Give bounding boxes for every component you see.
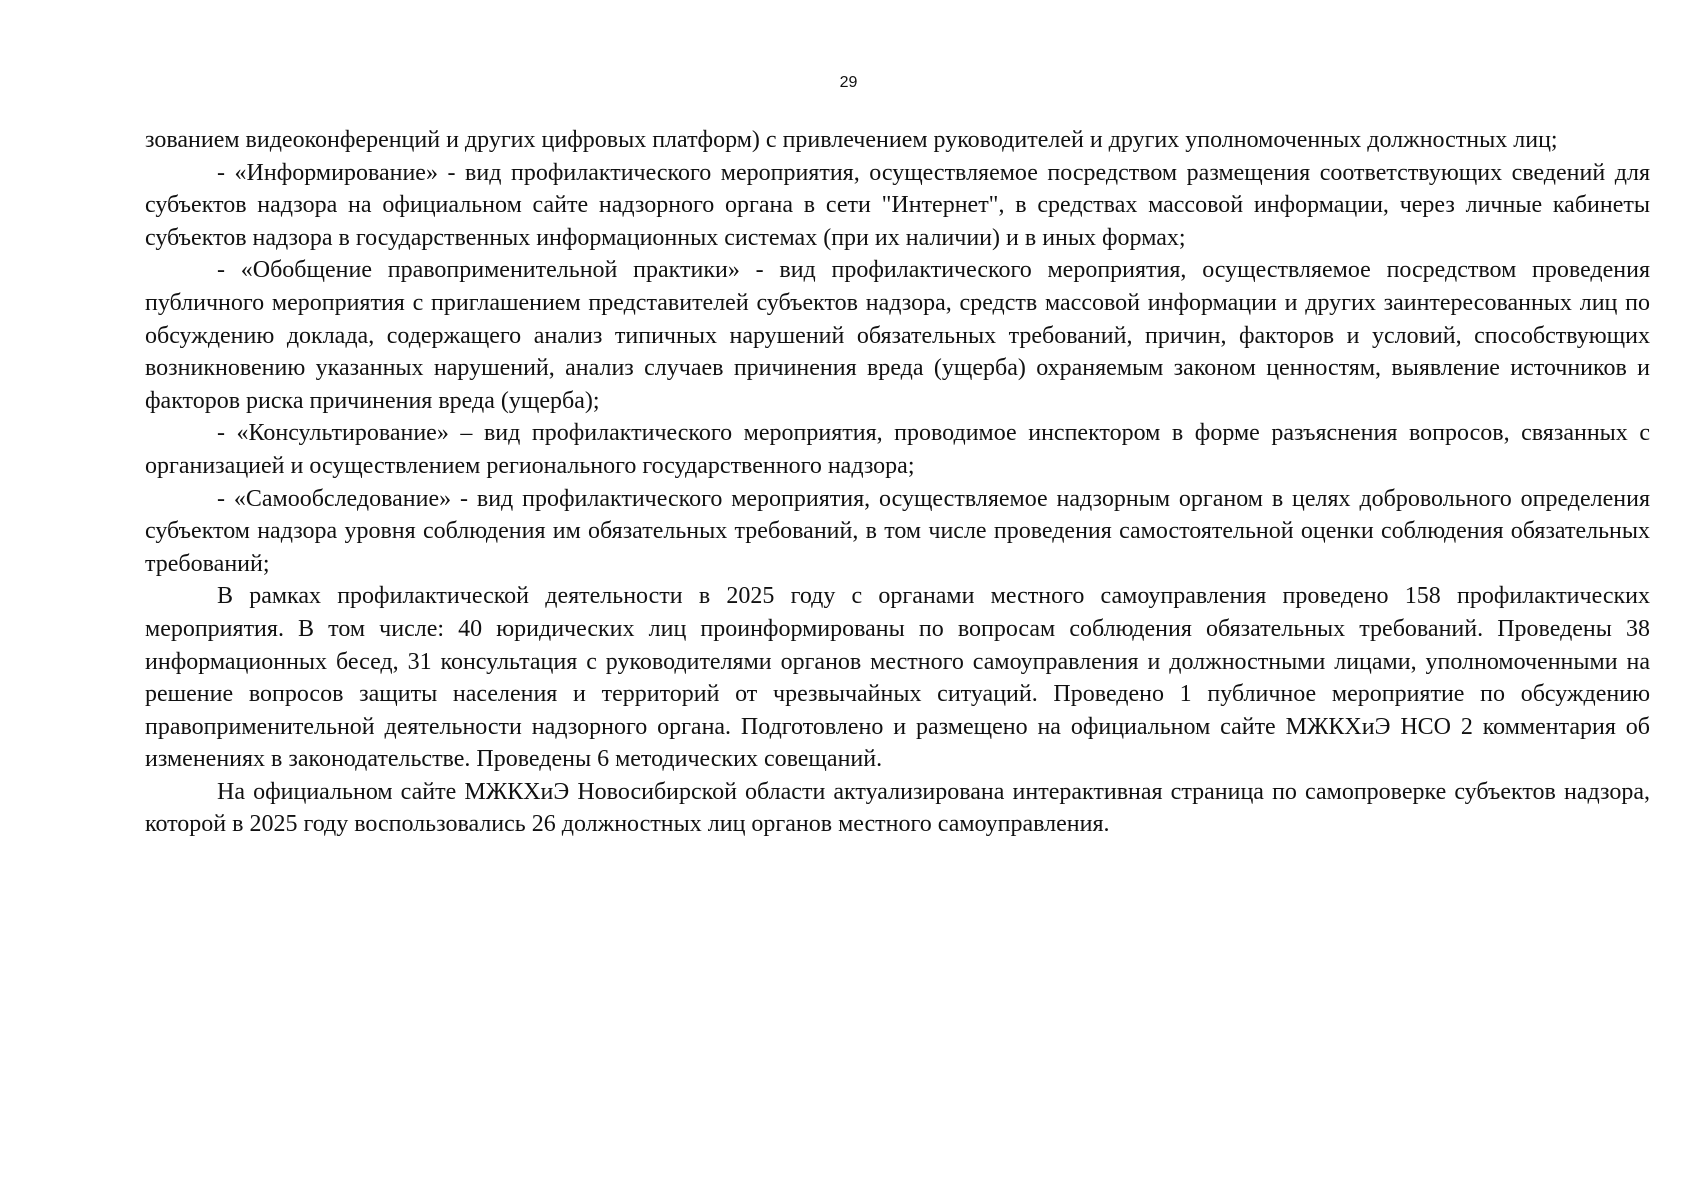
paragraph-practice-generalization: - «Обобщение правоприменительной практики» - вид профилактического мероприятия, осуществляемое посредством проведения публичного мероприятия с приглашением представителей субъектов надзора, средств массовой информации и других заинтересованных лиц по обсуждению доклада, содержащего анализ типичных нарушений обязательных требований, причин, факторов и условий, способствующих возникновению указанных нарушений, анализ случаев причинения вреда (ущерба) охраняемым законом ценностям, выявление источников и факторов риска причинения вреда (ущерба); [145,257,1650,414]
paragraph-preventive-activity-summary: В рамках профилактической деятельности в 2025 году с органами местного самоуправления проведено 158 профилактических мероприятия. В том числе: 40 юридических лиц проинформированы по вопросам соблюдения обязательных требований. Проведены 38 информационных бесед, 31 консультация с руководителями органов местного самоуправления и должностными лицами, уполномоченными на решение вопросов защиты населения и территорий от чрезвычайных ситуаций. Проведено 1 публичное мероприятие по обсуждению правоприменительной деятельности надзорного органа. Подготовлено и размещено на официальном сайте МЖКХиЭ НСО 2 комментария об изменениях в законодательстве. Проведены 6 методических совещаний. [145,583,1650,773]
paragraph-consulting: - «Консультирование» – вид профилактического мероприятия, проводимое инспектором в форме разъяснения вопросов, связанных с организацией и осуществлением регионального государственного надзора; [145,420,1650,479]
document-body [145,124,1650,841]
page-number: 29 [839,74,858,91]
paragraph-self-inspection: - «Самообследование» - вид профилактического мероприятия, осуществляемое надзорным органом в целях добровольного определения субъектом надзора уровня соблюдения им обязательных требований, в том числе проведения самостоятельной оценки соблюдения обязательных требований; [145,485,1650,577]
paragraph-interactive-page: На официальном сайте МЖКХиЭ Новосибирской области актуализирована интерактивная страница по самопроверке субъектов надзора, которой в 2025 году воспользовались 26 должностных лиц органов местного самоуправления. [145,778,1650,838]
paragraph-continuation: зованием видеоконференций и других цифровых платформ) с привлечением руководителей и других уполномоченных должностных лиц; [145,127,1558,153]
paragraph-informing: - «Информирование» - вид профилактического мероприятия, осуществляемое посредством размещения соответствующих сведений для субъектов надзора на официальном сайте надзорного органа в сети "Интернет", в средствах массовой информации, через личные кабинеты субъектов надзора в государственных информационных системах (при их наличии) и в иных формах; [145,159,1650,251]
